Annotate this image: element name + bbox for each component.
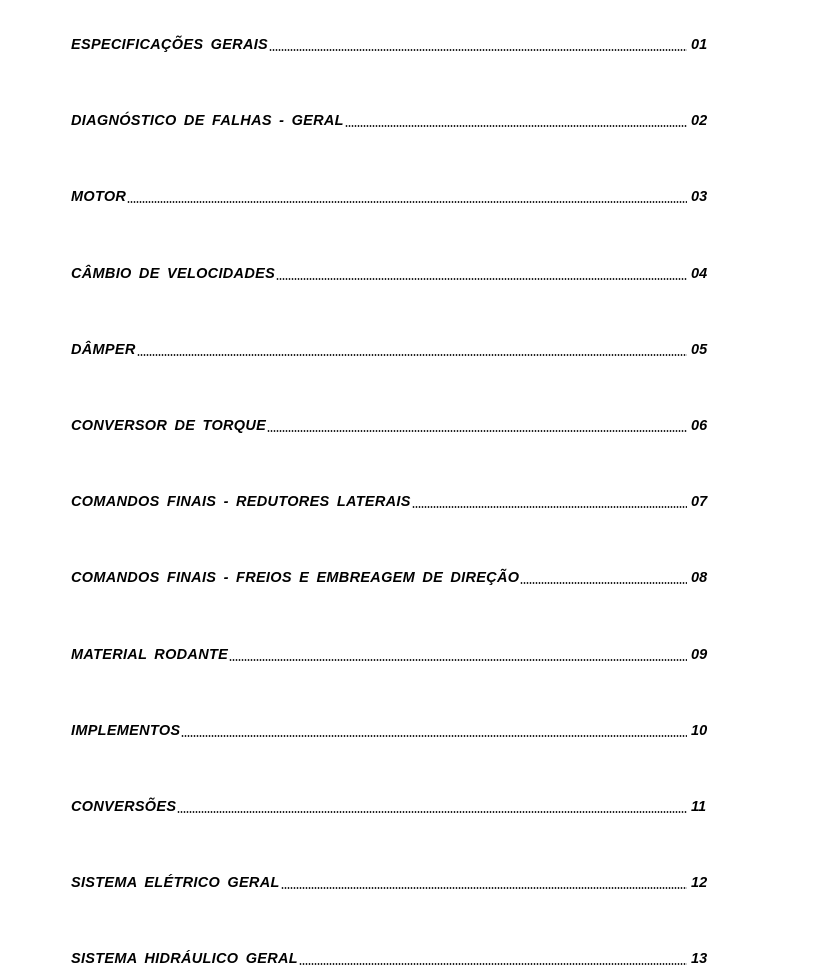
toc-entry-label: MATERIAL RODANTE	[71, 647, 229, 663]
dot-leader	[299, 963, 687, 965]
toc-entry-label: IMPLEMENTOS	[71, 723, 181, 739]
toc-entry-label: CÂMBIO DE VELOCIDADES	[71, 266, 276, 282]
toc-entry-page-number: 06	[691, 418, 708, 434]
toc-entry-conversoes[interactable]	[71, 796, 713, 816]
toc-entry-label: COMANDOS FINAIS - FREIOS E EMBREAGEM DE DIREÇÃO	[71, 570, 520, 586]
toc-entry-label: CONVERSOR DE TORQUE	[71, 418, 267, 434]
dot-leader	[281, 887, 687, 889]
dot-leader	[276, 278, 687, 280]
dot-leader	[269, 49, 687, 51]
toc-entry-label: ESPECIFICAÇÕES GERAIS	[71, 37, 269, 53]
toc-entry-page-number: 07	[691, 494, 708, 510]
toc-entry-implementos[interactable]	[71, 720, 713, 740]
toc-entry-page-number: 02	[691, 113, 708, 129]
dot-leader	[229, 659, 687, 661]
toc-entry-page-number: 11	[691, 799, 707, 815]
toc-entry-especificacoes-gerais[interactable]	[71, 34, 713, 54]
toc-entry-page-number: 10	[691, 723, 708, 739]
toc-entry-page-number: 01	[691, 37, 708, 53]
toc-entry-label: DÂMPER	[71, 342, 136, 358]
dot-leader	[181, 735, 687, 737]
dot-leader	[137, 354, 687, 356]
toc-entry-comandos-finais-freios[interactable]	[71, 567, 713, 587]
toc-entry-diagnostico-de-falhas[interactable]	[71, 110, 713, 130]
dot-leader	[345, 125, 687, 127]
toc-entry-page-number: 08	[691, 570, 708, 586]
dot-leader	[127, 201, 687, 203]
dot-leader	[177, 811, 687, 813]
toc-entry-material-rodante[interactable]	[71, 644, 713, 664]
toc-entry-page-number: 04	[691, 266, 708, 282]
toc-entry-label: DIAGNÓSTICO DE FALHAS - GERAL	[71, 113, 344, 129]
toc-entry-sistema-hidraulico[interactable]	[71, 948, 713, 968]
toc-entry-label: SISTEMA HIDRÁULICO GERAL	[71, 951, 298, 967]
toc-entry-comandos-finais-redutores[interactable]	[71, 491, 713, 511]
toc-entry-page-number: 03	[691, 189, 708, 205]
toc-entry-motor[interactable]	[71, 186, 713, 206]
toc-entry-label: COMANDOS FINAIS - REDUTORES LATERAIS	[71, 494, 411, 510]
toc-entry-page-number: 13	[691, 951, 708, 967]
toc-entry-sistema-eletrico[interactable]	[71, 872, 713, 892]
toc-entry-page-number: 12	[691, 875, 708, 891]
toc-entry-conversor-de-torque[interactable]	[71, 415, 713, 435]
dot-leader	[520, 582, 687, 584]
toc-entry-damper[interactable]	[71, 339, 713, 359]
toc-entry-label: MOTOR	[71, 189, 127, 205]
dot-leader	[267, 430, 687, 432]
toc-entry-label: CONVERSÕES	[71, 799, 177, 815]
toc-entry-page-number: 05	[691, 342, 708, 358]
toc-entry-page-number: 09	[691, 647, 708, 663]
toc-entry-label: SISTEMA ELÉTRICO GERAL	[71, 875, 280, 891]
toc-entry-cambio-de-velocidades[interactable]	[71, 263, 713, 283]
dot-leader	[412, 506, 687, 508]
